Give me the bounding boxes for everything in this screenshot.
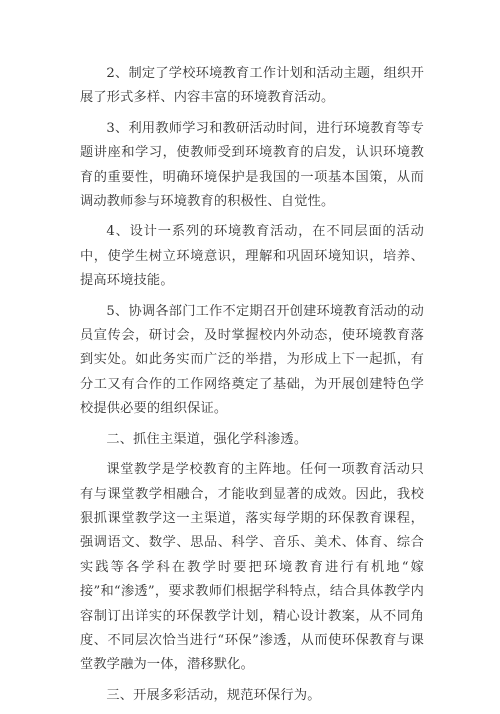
paragraph-plan: 2、制定了学校环境教育工作计划和活动主题，组织开展了形式多样、内容丰富的环境教育活动。 bbox=[80, 66, 424, 106]
paragraph-teacher-study: 3、利用教师学习和教研活动时间，进行环境教育等专题讲座和学习，使教师受到环境教育的启发，认识环境教育的重要性，明确环境保护是我国的一项基本国策，从而调动教师参与环境教育的积极性、自觉性。 bbox=[80, 120, 424, 210]
document-body bbox=[80, 62, 424, 714]
section-heading-2: 二、抓住主渠道，强化学科渗透。 bbox=[106, 431, 308, 447]
section-heading-3: 三、开展多彩活动，规范环保行为。 bbox=[106, 687, 321, 703]
paragraph-activity-design: 4、设计一系列的环境教育活动，在不同层面的活动中，使学生树立环境意识，理解和巩固环境知识，培养、提高环境技能。 bbox=[80, 224, 424, 289]
paragraph-classroom-teaching: 课堂教学是学校教育的主阵地。任何一项教育活动只有与课堂教学相融合，才能收到显著的成效。因此，我校狠抓课堂教学这一主渠道，落实每学期的环保教育课程，强调语文、数学、思品、科学、音乐、美术、体育、综合实践等各学科在教学时要把环境教育进行有机地“嫁接”和“渗透”，要求教师们根据学科特点，结合具体教学内容制订出详实的环保教学计划，精心设计教案，从不同角度、不同层次恰当进行“环保”渗透，从而使环保教育与课堂教学融为一体，潜移默化。 bbox=[80, 462, 424, 673]
paragraph-coordination: 5、协调各部门工作不定期召开创建环境教育活动的动员宣传会，研讨会，及时掌握校内外动态，使环境教育落到实处。如此务实而广泛的举措，为形成上下一起抓，有分工又有合作的工作网络奠定了基础，为开展创建特色学校提供必要的组织保证。 bbox=[80, 303, 424, 417]
